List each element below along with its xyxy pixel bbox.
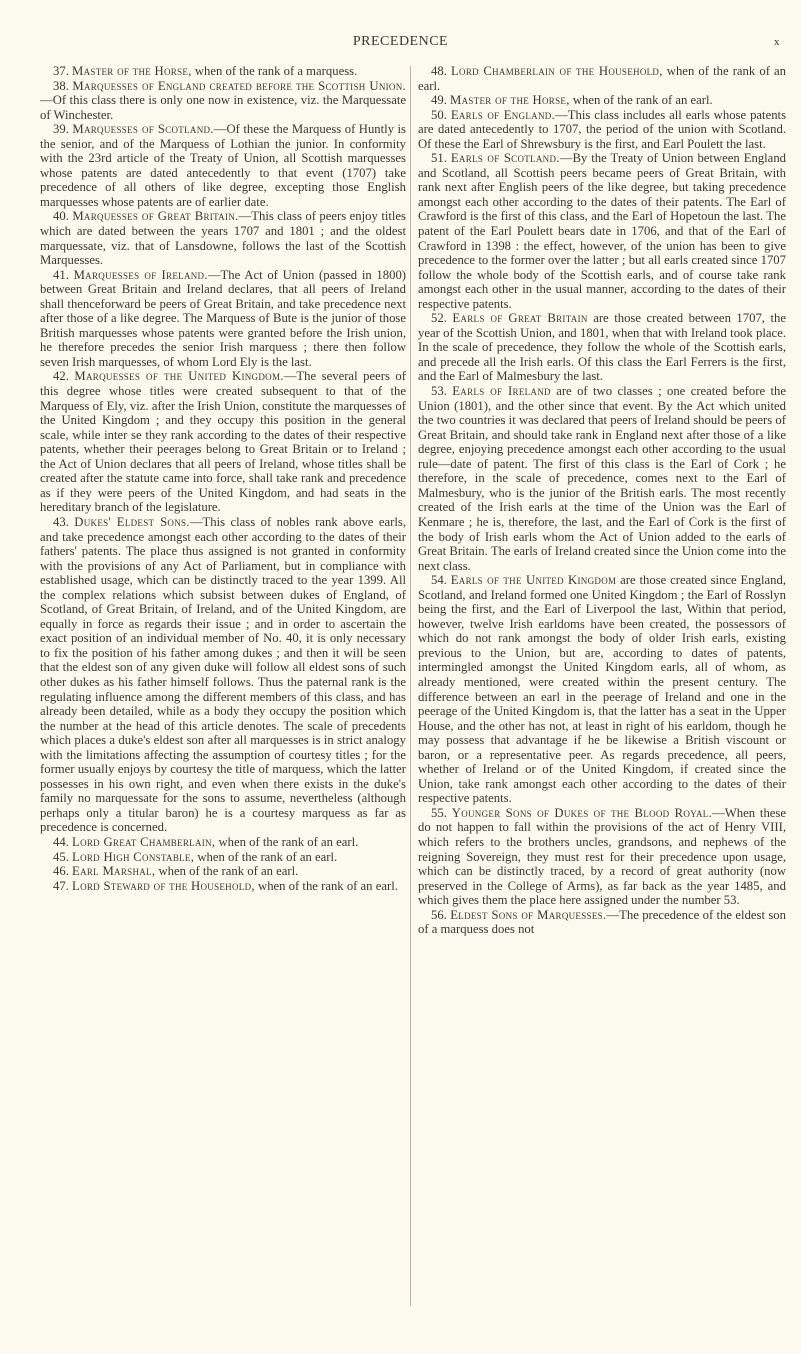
paragraph-heading: Earls of Great Britain (452, 311, 588, 326)
paragraph-heading: Younger Sons of Dukes of the Blood Royal. (451, 805, 713, 820)
paragraph-number: 56. (431, 907, 447, 922)
paragraph-body: —Of this class there is only one now in existence, viz. the Marquessate of Winchester. (40, 93, 406, 122)
paragraph-heading: Lord High Constable, (72, 849, 195, 864)
paragraph-body: are of two classes ; one created before the Union (1801), and the other since that event. By the Act which united the two countries it was declared that peers of Ireland should be peers of Great Britain, and should take rank in England next after those of a like degree, enjoying precedence amongst each other according to the usual rule—date of patent. The first of this class is the Earl of Cork ; he therefore, in the scale of precedence, comes next to the Earl of Malmesbury, who is the junior of the British earls. The most recently created of the Irish earls at the time of the Union was the Earl of Kenmare ; he is, therefore, the last, and the Earl of Cork is the first of the body of Irish earls whom the Act of Union added to the earls of Great Britain. The earls of Ireland created since the Union come into the next class. (418, 384, 786, 573)
column-divider (410, 66, 411, 1306)
paragraph (418, 108, 786, 152)
paragraph-number: 54. (431, 573, 447, 588)
paragraph-body: —Of these the Marquess of Huntly is the senior, and of the Marquess of Lothian the junior. In conformity with the 23rd article of the Treaty of Union, all Scottish marquesses whose patents are dated antecedently to that event (1707) take precedence of all others of like degree, excepting those English marquesses whose patents are of earlier date. (40, 122, 406, 209)
paragraph-number: 40. (53, 209, 69, 224)
paragraph-body: are those created between 1707, the year of the Scottish Union, and 1801, when that with Ireland took place. In the scale of precedence, they follow the whole of the Scottish earls, and precede all the Irish earls. Of this class the Earl Ferrers is the first, and the Earl of Malmesbury the last. (418, 311, 786, 384)
paragraph (418, 64, 786, 93)
paragraph-number: 52. (431, 311, 447, 326)
paragraph-body: when of the rank of an earl. (418, 64, 787, 93)
paragraph-heading: Earl Marshal, (72, 864, 156, 879)
paragraph-body: —The Act of Union (passed in 1800) between Great Britain and Ireland declares, that all peers of Ireland shall thenceforward be peers of Great Britain, and take precedence next after those of a like degree. The Marquess of Bute is the junior of those British marquesses whose patents were granted before the Irish union, he therefore precedes the senior Irish marquess ; there then follow seven Irish marquesses, of whom Lord Ely is the last. (40, 267, 407, 369)
paragraph-number: 42. (53, 369, 69, 384)
paragraph-body: when of the rank of a marquess. (191, 64, 358, 78)
paragraph-heading: Marquesses of Scotland. (72, 122, 214, 137)
paragraph-body: —The precedence of the eldest son of a marquess does not (418, 907, 786, 937)
paragraph-body: —This class includes all earls whose patents are dated antecedently to 1707, the period of the union with Scotland. Of these the Earl of Shrewsbury is the first, and Earl Poulett the last. (418, 107, 787, 151)
paragraph-body: —When these do not happen to fall within the provisions of the act of Henry VIII, which refers to the brothers uncles, grandsons, and nephews of the reigning Sovereign, they must rest for their precedence upon usage, which can be distinctly traced, by a record of great authority (now preserved in the College of Arms), as far back as the year 1485, and which gives them the place here assigned under the number 53. (418, 805, 786, 908)
paragraph (40, 209, 406, 267)
paragraph-body: when of the rank of an earl. (155, 864, 299, 879)
paragraph-heading: Master of the Horse, (450, 93, 570, 108)
paragraph-number: 50. (431, 107, 447, 122)
paragraph-heading: Earls of Scotland. (450, 151, 560, 166)
paragraph (418, 384, 786, 573)
paragraph-body: when of the rank of an earl. (194, 849, 338, 864)
paragraph (40, 850, 406, 865)
paragraph-number: 45. (53, 849, 69, 864)
page-number: x (774, 36, 780, 48)
paragraph-heading: Marquesses of England created before the Scottish Union. (72, 78, 407, 93)
paragraph-body: —By the Treaty of Union between England and Scotland, all Scottish peers became peers of Great Britain, with rank next after English peers of the like degree, but taking precedence amongst each other according to the dates of their patents. The Earl of Crawford is the first of this class, and the Earl of Hopetoun the last. The patent of the Earl Poulett bears date in 1706, and that of the Earl of Crawford in 1398 : the effect, however, of the union has been to give precedence to the former over the latter ; but all earls created since 1707 follow the whole body of the Scottish earls, and of course take rank amongst each other in the usual manner, according to the dates of their respective patents. (418, 151, 787, 311)
paragraph-number: 44. (53, 834, 69, 849)
paragraph (40, 864, 406, 879)
paragraph (40, 879, 406, 894)
paragraph-number: 39. (53, 122, 69, 137)
paragraph (418, 573, 786, 806)
paragraph (418, 151, 786, 311)
paragraph-number: 46. (53, 864, 69, 879)
running-header (0, 34, 801, 50)
paragraph-body: —This class of peers enjoy titles which are dated between the years 1707 and 1801 ; and the oldest marquessate, viz. that of Lansdowne, follows the last of the Scottish Marquesses. (40, 209, 406, 268)
paragraph-heading: Marquesses of the United Kingdom. (74, 369, 284, 384)
paragraph-number: 49. (431, 93, 447, 108)
paragraph-heading: Dukes' Eldest Sons. (74, 514, 190, 529)
page-title: PRECEDENCE (352, 34, 449, 49)
paragraph-heading: Master of the Horse, (72, 64, 192, 78)
paragraph-heading: Earls of England. (450, 107, 556, 122)
paragraph-body: when of the rank of an earl. (254, 878, 398, 893)
paragraph-number: 37. (53, 64, 69, 78)
paragraph (418, 311, 786, 384)
paragraph-number: 55. (431, 805, 447, 820)
paragraph (418, 806, 786, 908)
paragraph-heading: Eldest Sons of Marquesses. (450, 907, 607, 922)
paragraph (40, 369, 406, 514)
paragraph-heading: Earls of the United Kingdom (450, 573, 617, 588)
paragraph-body: —This class of nobles rank above earls, and take precedence amongst each other according to the dates of their fathers' patents. The place thus assigned is not granted in conformity with the provisions of any Act of Parliament, but in compliance with established usage, which can be distinctly traced to the year 1399. All the complex relations which subsist between dukes of England, of Scotland, of Great Britain, of Ireland, and of the United Kingdom, are equally in force as regards their issue ; and in order to ascertain the exact position of an individual member of No. 40, it is only necessary to fix the position of his father among dukes ; and then it will be seen that the eldest son of any given duke will follow all eldest sons of such other dukes as his father himself follows. Thus the paternal rank is the regulating influence among the different members of this class, and has already been detailed, while as a body they occupy the position which the number at the head of this article denotes. The scale of precedents which places a duke's eldest son after all marquesses is in strict analogy with the limitations affecting the assumption of courtesy titles ; for the former usually enjoys by courtesy the title of marquess, which the latter possesses in his own right, and even when there exists in the duke's family no marquessate for the sons to assume, nevertheless (although perhaps only a titular baron) he is a courtesy marquess as far as precedence is concerned. (40, 514, 406, 835)
paragraph-number: 47. (53, 878, 69, 893)
paragraph-heading: Lord Steward of the Household, (72, 878, 255, 893)
paragraph (40, 64, 406, 79)
paragraph (40, 515, 406, 835)
paragraph (418, 908, 786, 937)
paragraph (40, 268, 406, 370)
paragraph-heading: Marquesses of Ireland. (73, 267, 208, 282)
paragraph (40, 79, 406, 123)
paragraph-number: 41. (53, 267, 69, 282)
paragraph-heading: Lord Chamberlain of the Household, (450, 64, 663, 78)
paragraph-number: 53. (431, 384, 447, 399)
right-column (418, 64, 786, 937)
paragraph-body: when of the rank of an earl. (215, 834, 359, 849)
paragraph (418, 93, 786, 108)
left-column (40, 64, 406, 893)
paragraph-body: are those created since England, Scotland, and Ireland formed one United Kingdom ; the Earl of Rosslyn being the first, and the Earl of Liverpool the last, Within that period, however, twelve Irish earldoms have been created, the possessors of which do not rank amongst the body of older Irish earls, existing previous to the Union, but are, according to dates of patents, intermingled amongst the United Kingdom earls, all of whom, as already mentioned, were created within the present century. The difference between an earl in the peerage of Ireland and one in the peerage of the United Kingdom is, that the latter has a seat in the Upper House, and the other has not, at least in right of his earldom, though he may possess that advantage if he be likewise a British viscount or baron, or a representative peer. As regards precedence, all peers, whether of Ireland or of the United Kingdom, if created since the Union, take rank amongst each other according to the dates of their respective patents. (418, 573, 786, 806)
paragraph-number: 43. (53, 514, 69, 529)
paragraph-body: when of the rank of an earl. (569, 93, 713, 108)
paragraph-heading: Earls of Ireland (452, 384, 551, 399)
paragraph-heading: Marquesses of Great Britain. (72, 209, 239, 224)
paragraph (40, 122, 406, 209)
paragraph-number: 51. (431, 151, 447, 166)
paragraph-heading: Lord Great Chamberlain, (72, 834, 216, 849)
paragraph (40, 835, 406, 850)
paragraph-number: 38. (53, 78, 69, 93)
paragraph-number: 48. (431, 64, 447, 78)
paragraph-body: —The several peers of this degree whose titles were created subsequent to that of the Marquess of Ely, viz. after the Irish Union, constitute the marquesses of the United Kingdom ; and they occupy this position in the general scale, while inter se they rank according to the dates of their respective patents, whether their peerages belong to Great Britain or to Ireland ; the Act of Union declares that all peers of Ireland, whose titles shall be created after the statute came into force, shall take rank and precedence as if they were peers of the United Kingdom, and had seats in the hereditary branch of the legislature. (40, 369, 406, 515)
